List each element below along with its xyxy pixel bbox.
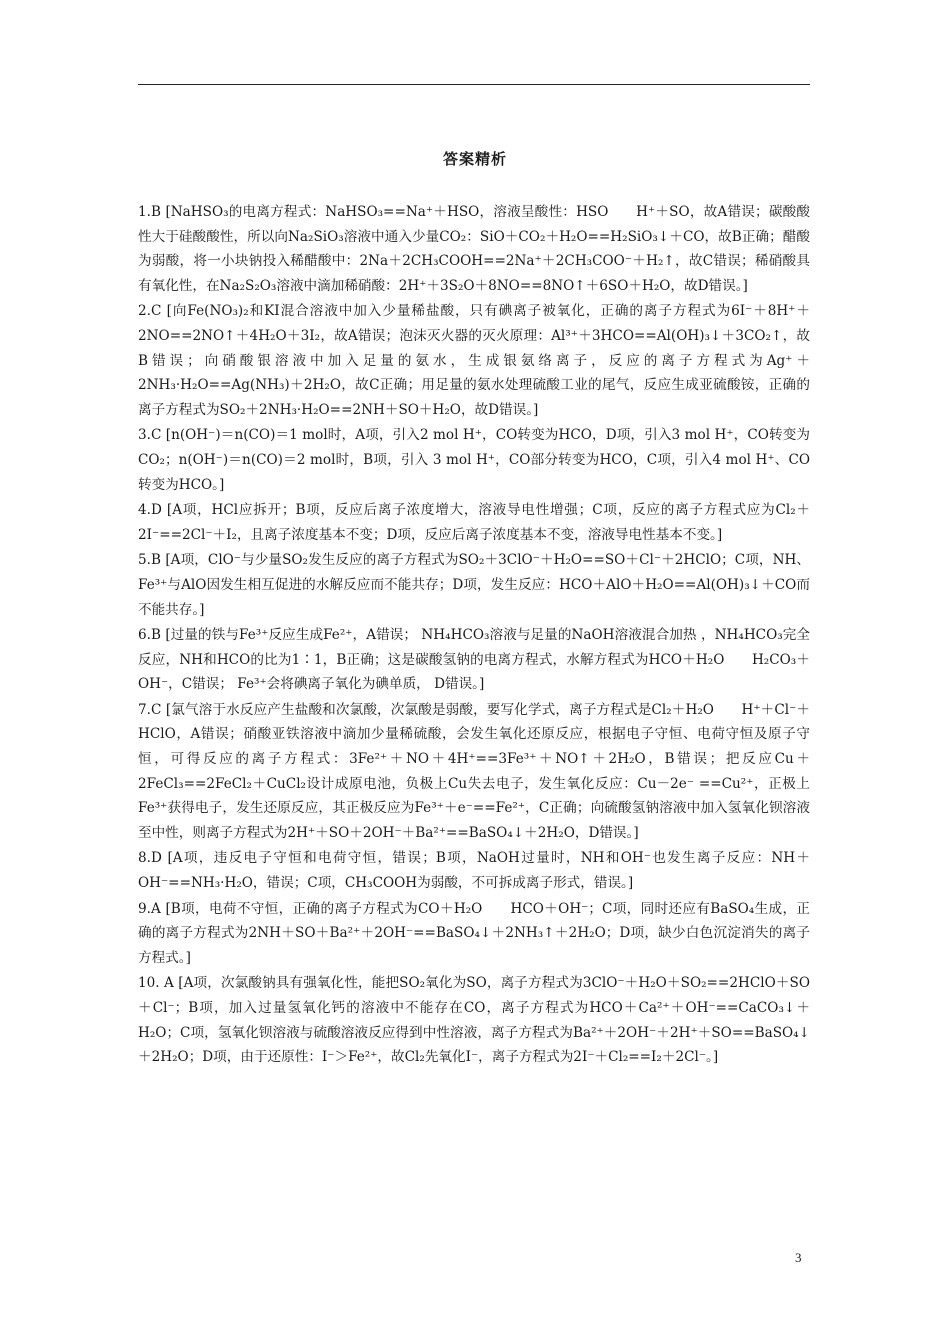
answer-5: 5.B [A项，ClO⁻与少量SO₂发生反应的离子方程式为SO₂＋3ClO⁻＋H₂O==SO＋Cl⁻＋2HClO；C项，NH、Fe³⁺与AlO因发生相互促进的水解反应而不能共存；D项，发生反应：HCO＋AlO＋H₂O==Al(OH)₃↓＋CO而不能共存。] <box>138 552 810 618</box>
page-number: 3 <box>795 1250 802 1265</box>
answer-10: 10. A [A项，次氯酸钠具有强氧化性，能把SO₂氧化为SO，离子方程式为3ClO⁻＋H₂O＋SO₂==2HClO＋SO＋Cl⁻；B项，加入过量氢氧化钙的溶液中不能存在CO，离子方程式为HCO＋Ca²⁺＋OH⁻==CaCO₃↓＋H₂O；C项，氢氧化钡溶液与硫酸溶液反应得到中性溶液，离子方程式为Ba²⁺＋2OH⁻＋2H⁺＋SO==BaSO₄↓＋2H₂O；D项，由于还原性：I⁻＞Fe²⁺，故Cl₂先氧化I⁻，离子方程式为2I⁻＋Cl₂==I₂＋2Cl⁻。] <box>138 975 810 1066</box>
answer-2: 2.C [向Fe(NO₃)₂和KI混合溶液中加入少量稀盐酸，只有碘离子被氧化，正确的离子方程式为6I⁻＋8H⁺＋2NO==2NO↑＋4H₂O＋3I₂，故A错误；泡沫灭火器的灭火原理：Al³⁺＋3HCO==Al(OH)₃↓＋3CO₂↑，故B错误；向硝酸银溶液中加入足量的氨水，生成银氨络离子，反应的离子方程式为Ag⁺＋2NH₃·H₂O==Ag(NH₃)＋2H₂O，故C正确；用足量的氨水处理硫酸工业的尾气，反应生成亚硫酸铵，正确的离子方程式为SO₂＋2NH₃·H₂O==2NH＋SO＋H₂O，故D错误。] <box>138 303 810 418</box>
answer-4: 4.D [A项，HCl应拆开；B项，反应后离子浓度增大，溶液导电性增强；C项，反应的离子方程式应为Cl₂＋2I⁻==2Cl⁻＋I₂，且离子浓度基本不变；D项，反应后离子浓度基本不变，溶液导电性基本不变。] <box>138 502 810 543</box>
answer-list <box>138 200 810 1071</box>
answer-7: 7.C [氯气溶于水反应产生盐酸和次氯酸，次氯酸是弱酸，要写化学式，离子方程式是Cl₂＋H₂O H⁺＋Cl⁻＋HClO，A错误；硝酸亚铁溶液中滴加少量稀硫酸，会发生氧化还原反应，根据电子守恒、电荷守恒及原子守恒，可得反应的离子方程式：3Fe²⁺＋NO＋4H⁺==3Fe³⁺＋NO↑＋2H₂O，B错误；把反应Cu＋2FeCl₃==2FeCl₂＋CuCl₂设计成原电池，负极上Cu失去电子，发生氧化反应：Cu－2e⁻ ==Cu²⁺，正极上Fe³⁺获得电子，发生还原反应，其正极反应为Fe³⁺＋e⁻==Fe²⁺，C正确；向硫酸氢钠溶液中加入氢氧化钡溶液至中性，则离子方程式为2H⁺＋SO＋2OH⁻＋Ba²⁺==BaSO₄↓＋2H₂O，D错误。] <box>138 701 810 841</box>
answer-3: 3.C [n(OH⁻)＝n(CO)＝1 mol时，A项，引入2 mol H⁺，CO转变为HCO，D项，引入3 mol H⁺，CO转变为CO₂；n(OH⁻)＝n(CO)＝2 mol时，B项，引入 3 mol H⁺，CO部分转变为HCO，C项，引入4 mol H⁺、CO转变为HCO。] <box>138 427 810 493</box>
page-title: 答案精析 <box>442 150 507 168</box>
header-rule <box>138 84 810 85</box>
answer-1: 1.B [NaHSO₃的电离方程式：NaHSO₃==Na⁺＋HSO，溶液呈酸性：HSO H⁺＋SO，故A错误；碳酸酸性大于硅酸酸性，所以向Na₂SiO₃溶液中通入少量CO₂：SiO＋CO₂＋H₂O==H₂SiO₃↓＋CO，故B正确；醋酸为弱酸，将一小块钠投入稀醋酸中：2Na＋2CH₃COOH==2Na⁺＋2CH₃COO⁻＋H₂↑，故C错误；稀硝酸具有氧化性，在Na₂S₂O₃溶液中滴加稀硝酸：2H⁺＋3S₂O＋8NO==8NO↑＋6SO＋H₂O，故D错误。] <box>138 204 810 294</box>
answer-9: 9.A [B项，电荷不守恒，正确的离子方程式为CO＋H₂O HCO＋OH⁻；C项，同时还应有BaSO₄生成，正确的离子方程式为2NH＋SO＋Ba²⁺＋2OH⁻==BaSO₄↓＋2NH₃↑＋2H₂O；D项，缺少白色沉淀消失的离子方程式。] <box>138 900 810 966</box>
answer-6: 6.B [过量的铁与Fe³⁺反应生成Fe²⁺，A错误； NH₄HCO₃溶液与足量的NaOH溶液混合加热 ，NH₄HCO₃完全反应，NH和HCO的比为1∶1，B正确；这是碳酸氢钠的电离方程式，水解方程式为HCO＋H₂O H₂CO₃＋ OH⁻，C错误； Fe³⁺会将碘离子氧化为碘单质， D错误。] <box>138 627 810 693</box>
answer-8: 8.D [A项，违反电子守恒和电荷守恒，错误；B项，NaOH过量时，NH和OH⁻也发生离子反应：NH＋OH⁻==NH₃·H₂O，错误；C项，CH₃COOH为弱酸，不可拆成离子形式，错误。] <box>138 850 810 892</box>
